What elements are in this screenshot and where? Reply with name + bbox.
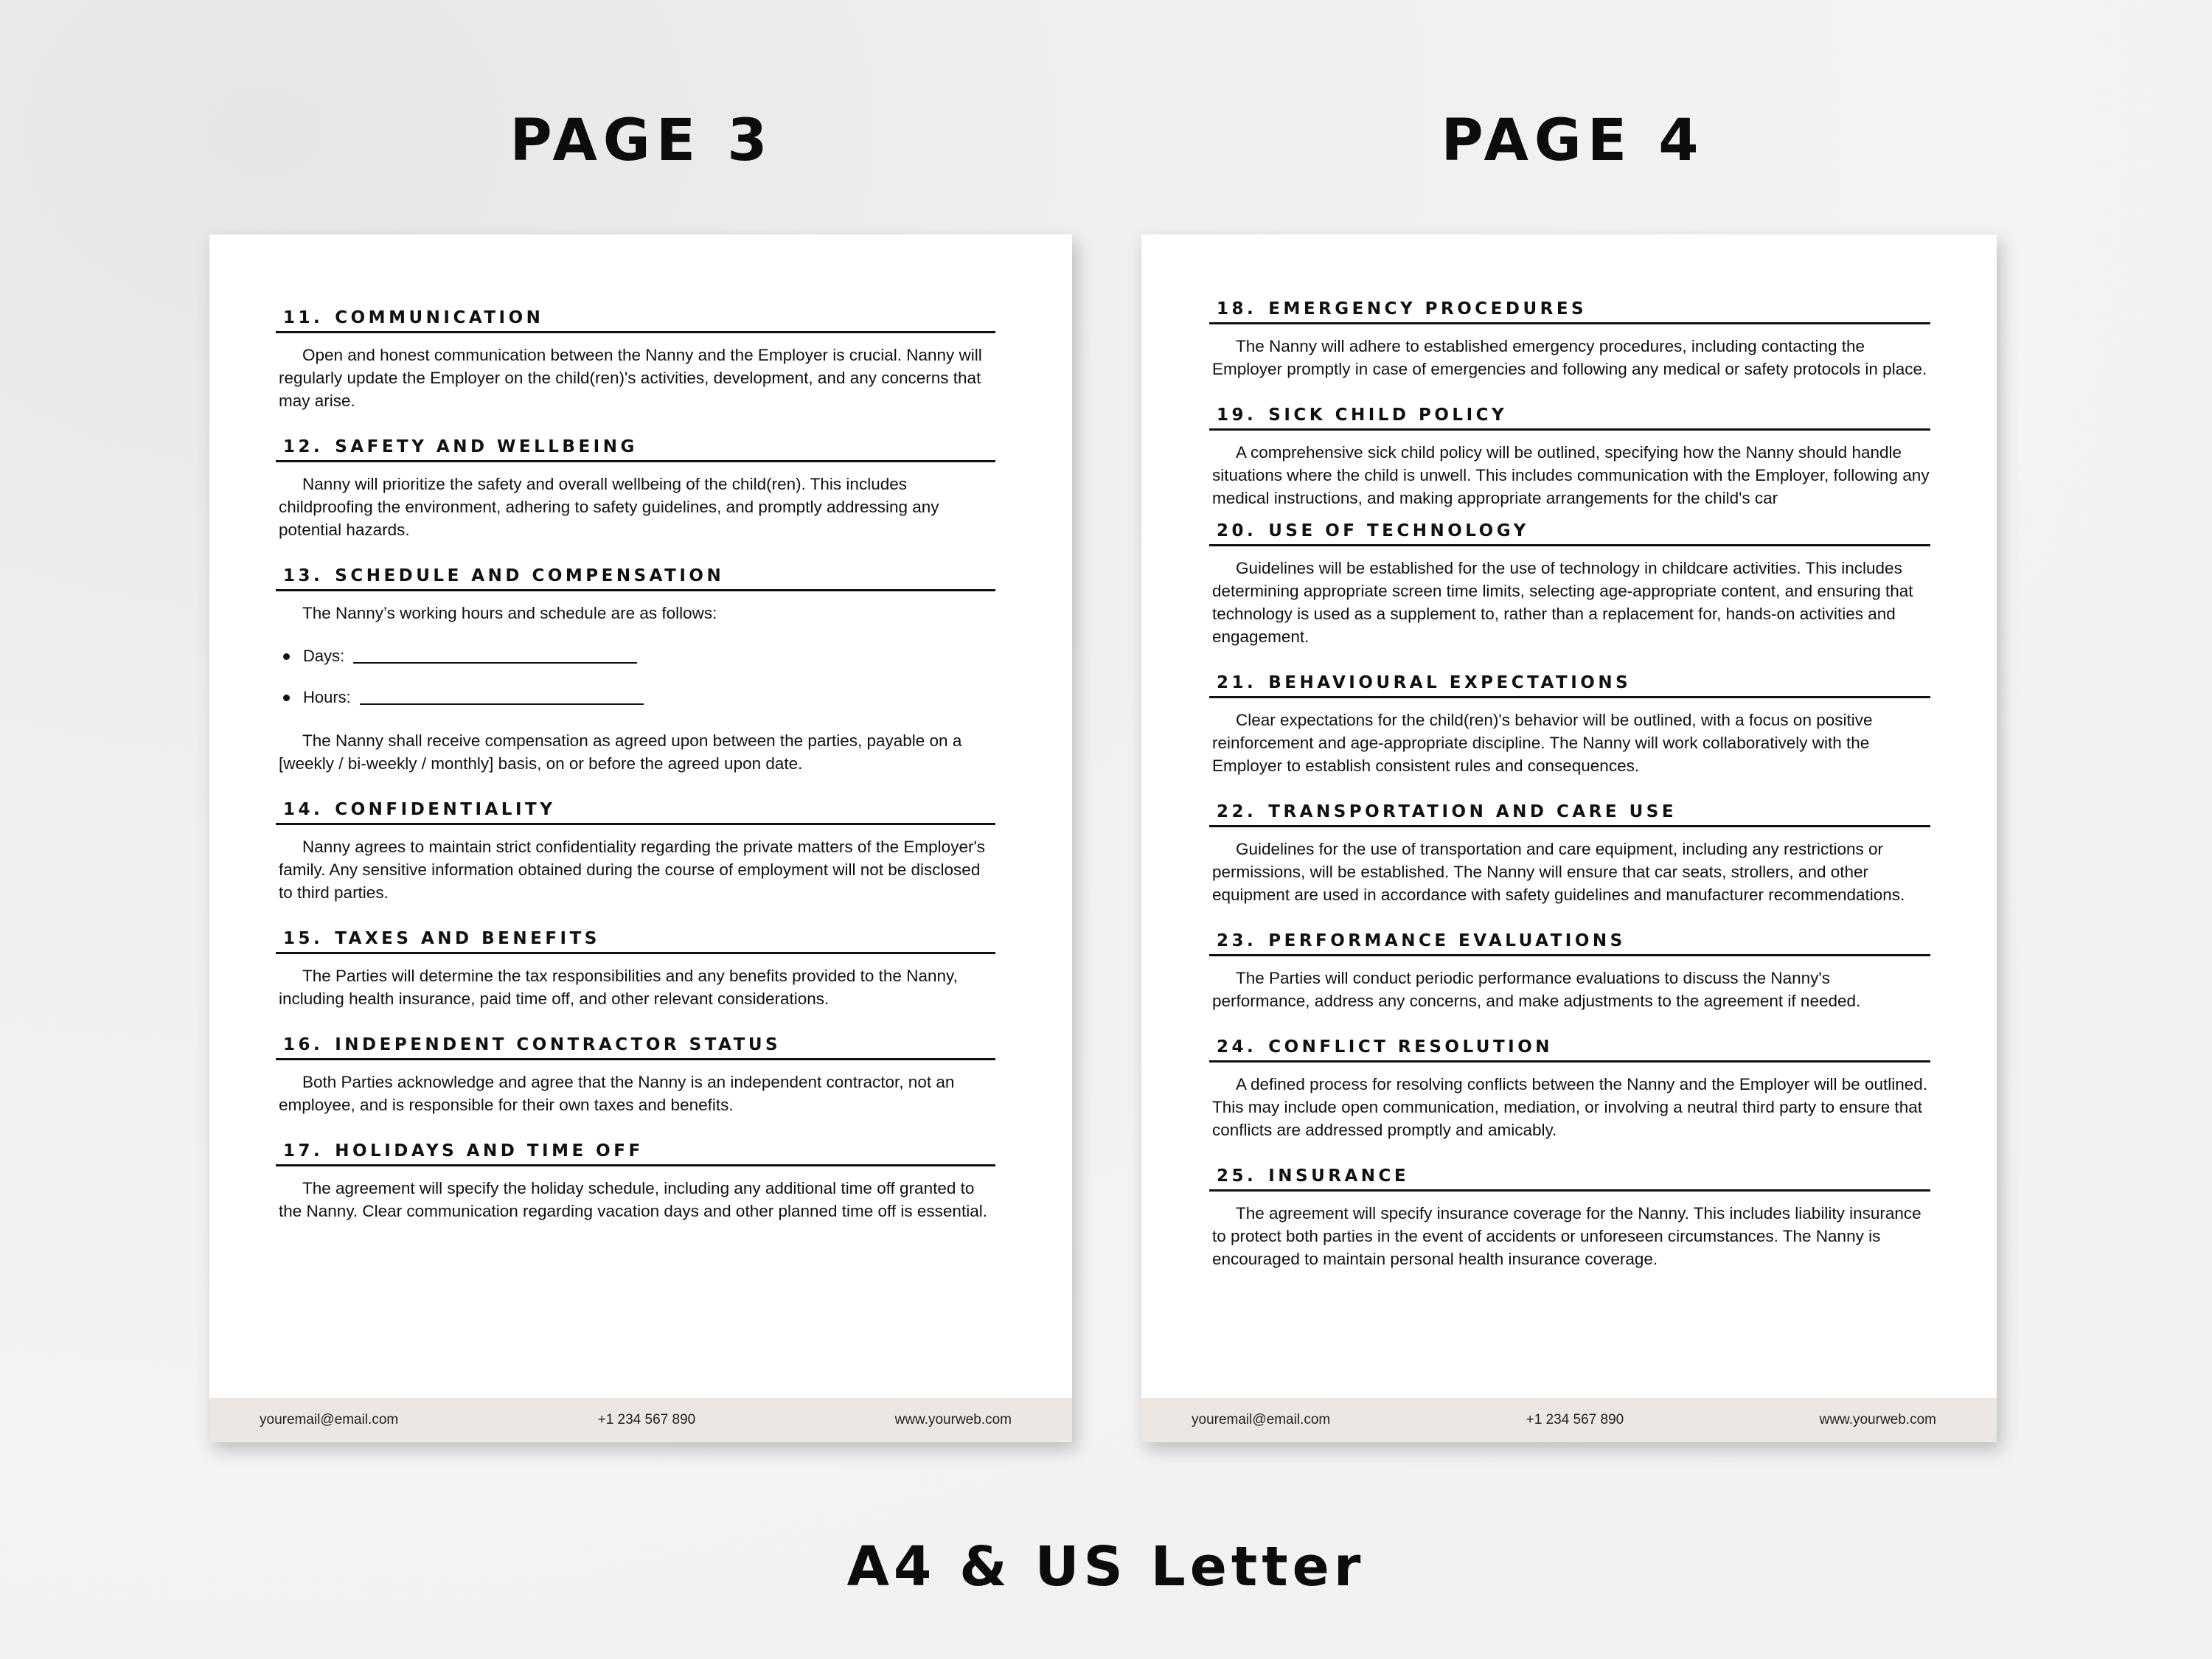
page-4-label: PAGE 4	[1441, 108, 1705, 174]
section-number: 14.	[283, 800, 324, 819]
section-body: Nanny agrees to maintain strict confidentiality regarding the private matters of the Employer's family. Any sensitive information obtained during the course of employment will not be disclosed to third parties.	[279, 838, 985, 902]
document-page-3	[209, 234, 1072, 1442]
page-4-content	[1209, 298, 1930, 1294]
section-body: Both Parties acknowledge and agree that the Nanny is an independent contractor, not an employee, and is responsible for their own taxes and benefits.	[279, 1073, 955, 1114]
section-heading	[276, 565, 995, 591]
footer-email[interactable]: youremail@email.com	[1192, 1412, 1331, 1427]
section-title: USE OF TECHNOLOGY	[1268, 521, 1529, 540]
section-body: The Parties will determine the tax responsibilities and any benefits provided to the Nanny, including health insurance, paid time off, and other relevant considerations.	[279, 967, 958, 1008]
footer-email[interactable]: youremail@email.com	[260, 1412, 399, 1427]
section-heading	[276, 1140, 995, 1166]
section-independent-contractor	[276, 1034, 995, 1116]
section-title: CONFIDENTIALITY	[335, 800, 556, 819]
section-title: SICK CHILD POLICY	[1268, 406, 1508, 425]
section-number: 12.	[283, 437, 324, 456]
document-page-4	[1141, 234, 1997, 1442]
section-title: SAFETY AND WELLBEING	[335, 437, 638, 456]
section-body: A comprehensive sick child policy will be outlined, specifying how the Nanny should handle situations where the child is unwell. This includes communication with the Employer, following any medical instructions, and making appropriate arrangements for the child's car	[1212, 443, 1930, 507]
footer-phone[interactable]: +1 234 567 890	[1526, 1412, 1624, 1427]
section-use-of-technology	[1209, 520, 1930, 648]
section-title: INDEPENDENT CONTRACTOR STATUS	[335, 1035, 782, 1054]
hours-label: Hours:	[303, 688, 351, 706]
section-behavioural-expectations	[1209, 672, 1930, 777]
section-number: 24.	[1217, 1037, 1257, 1057]
section-confidentiality	[276, 799, 995, 904]
section-title: CONFLICT RESOLUTION	[1268, 1037, 1554, 1057]
section-body: The Nanny will adhere to established emergency procedures, including contacting the Employer promptly in case of emergencies and following any medical or safety protocols in place.	[1212, 337, 1927, 378]
section-number: 18.	[1217, 299, 1257, 319]
section-title: PERFORMANCE EVALUATIONS	[1268, 931, 1626, 950]
section-schedule-compensation	[276, 565, 995, 775]
section-number: 21.	[1217, 673, 1257, 692]
section-heading	[276, 307, 995, 333]
section-body: Nanny will prioritize the safety and overall wellbeing of the child(ren). This includes childproofing the environment, adhering to safety guidelines, and promptly addressing any potential hazards.	[279, 475, 939, 539]
section-emergency-procedures	[1209, 298, 1930, 380]
format-label: A4 & US Letter	[846, 1535, 1366, 1599]
section-heading	[1209, 404, 1930, 431]
section-title: EMERGENCY PROCEDURES	[1268, 299, 1587, 319]
schedule-intro: The Nanny’s working hours and schedule are as follows:	[302, 604, 717, 622]
section-title: TAXES AND BENEFITS	[335, 929, 600, 948]
section-safety-wellbeing	[276, 436, 995, 541]
section-body: Open and honest communication between the Nanny and the Employer is crucial. Nanny will regularly update the Employer on the child(ren)'s activities, development, and any concerns that may arise.	[279, 346, 982, 410]
section-body: The Parties will conduct periodic performance evaluations to discuss the Nanny's performance, address any concerns, and make adjustments to the agreement if needed.	[1212, 969, 1861, 1010]
section-number: 16.	[283, 1035, 324, 1054]
section-title: TRANSPORTATION AND CARE USE	[1268, 802, 1677, 821]
footer-phone[interactable]: +1 234 567 890	[597, 1412, 696, 1427]
footer-website[interactable]: www.yourweb.com	[1819, 1412, 1936, 1427]
section-holidays-time-off	[276, 1140, 995, 1222]
section-insurance	[1209, 1165, 1930, 1270]
page-3-footer	[209, 1398, 1072, 1442]
hours-blank-line[interactable]	[360, 690, 644, 705]
section-body: The agreement will specify insurance coverage for the Nanny. This includes liability insurance to protect both parties in the event of accidents or unforeseen circumstances. The Nanny is encouraged to maintain personal health insurance coverage.	[1212, 1204, 1921, 1268]
footer-website[interactable]: www.yourweb.com	[894, 1412, 1012, 1427]
section-number: 15.	[283, 929, 324, 948]
section-heading	[276, 928, 995, 954]
section-taxes-benefits	[276, 928, 995, 1010]
page-4-footer	[1141, 1398, 1997, 1442]
section-title: HOLIDAYS AND TIME OFF	[335, 1141, 644, 1161]
bullet-icon	[283, 695, 290, 701]
bullet-icon	[283, 653, 290, 660]
section-title: SCHEDULE AND COMPENSATION	[335, 566, 725, 585]
section-number: 25.	[1217, 1166, 1257, 1186]
days-blank-line[interactable]	[353, 649, 637, 664]
section-number: 17.	[283, 1141, 324, 1161]
section-heading	[276, 436, 995, 462]
section-number: 23.	[1217, 931, 1257, 950]
section-body: Guidelines will be established for the use of technology in childcare activities. This includes determining appropriate screen time limits, selecting age-appropriate content, and ensuring that technology is used as a supplement to, rather than a replacement for, hands-on activities and engagement.	[1212, 559, 1913, 646]
section-title: INSURANCE	[1268, 1166, 1410, 1186]
section-sick-child-policy	[1209, 404, 1930, 509]
section-heading	[276, 1034, 995, 1060]
section-heading	[1209, 520, 1930, 546]
section-body: The agreement will specify the holiday schedule, including any additional time off granted to the Nanny. Clear communication regarding vacation days and other planned time off is essential.	[279, 1179, 987, 1220]
section-number: 11.	[283, 308, 324, 327]
days-label: Days:	[303, 647, 345, 665]
section-transportation-care-use	[1209, 801, 1930, 906]
section-number: 19.	[1217, 406, 1257, 425]
section-conflict-resolution	[1209, 1036, 1930, 1141]
section-body: Clear expectations for the child(ren)'s behavior will be outlined, with a focus on positive reinforcement and age-appropriate discipline. The Nanny will work collaboratively with the Employer to establish consistent rules and consequences.	[1212, 711, 1873, 775]
section-number: 22.	[1217, 802, 1257, 821]
section-heading	[1209, 1036, 1930, 1062]
days-field[interactable]	[283, 647, 995, 666]
section-heading	[1209, 801, 1930, 827]
section-number: 20.	[1217, 521, 1257, 540]
page-3-content	[276, 307, 995, 1246]
section-number: 13.	[283, 566, 324, 585]
section-title: COMMUNICATION	[335, 308, 544, 327]
section-heading	[1209, 298, 1930, 324]
section-communication	[276, 307, 995, 412]
page-3-label: PAGE 3	[509, 108, 773, 174]
section-body: A defined process for resolving conflicts between the Nanny and the Employer will be outlined. This may include open communication, mediation, or involving a neutral third party to ensure that conflicts are addressed promptly and amicably.	[1212, 1075, 1928, 1139]
section-heading	[1209, 1165, 1930, 1192]
section-performance-evaluations	[1209, 930, 1930, 1012]
section-heading	[1209, 930, 1930, 956]
section-body: The Nanny shall receive compensation as agreed upon between the parties, payable on a [weekly / bi-weekly / monthly] basis, on or before the agreed upon date.	[279, 731, 962, 773]
section-title: BEHAVIOURAL EXPECTATIONS	[1268, 673, 1632, 692]
section-heading	[1209, 672, 1930, 698]
section-body: Guidelines for the use of transportation and care equipment, including any restrictions or permissions, will be established. The Nanny will ensure that car seats, strollers, and other equipment are used in accordance with safety guidelines and manufacturer recommendations.	[1212, 840, 1905, 904]
hours-field[interactable]	[283, 688, 995, 707]
section-heading	[276, 799, 995, 825]
